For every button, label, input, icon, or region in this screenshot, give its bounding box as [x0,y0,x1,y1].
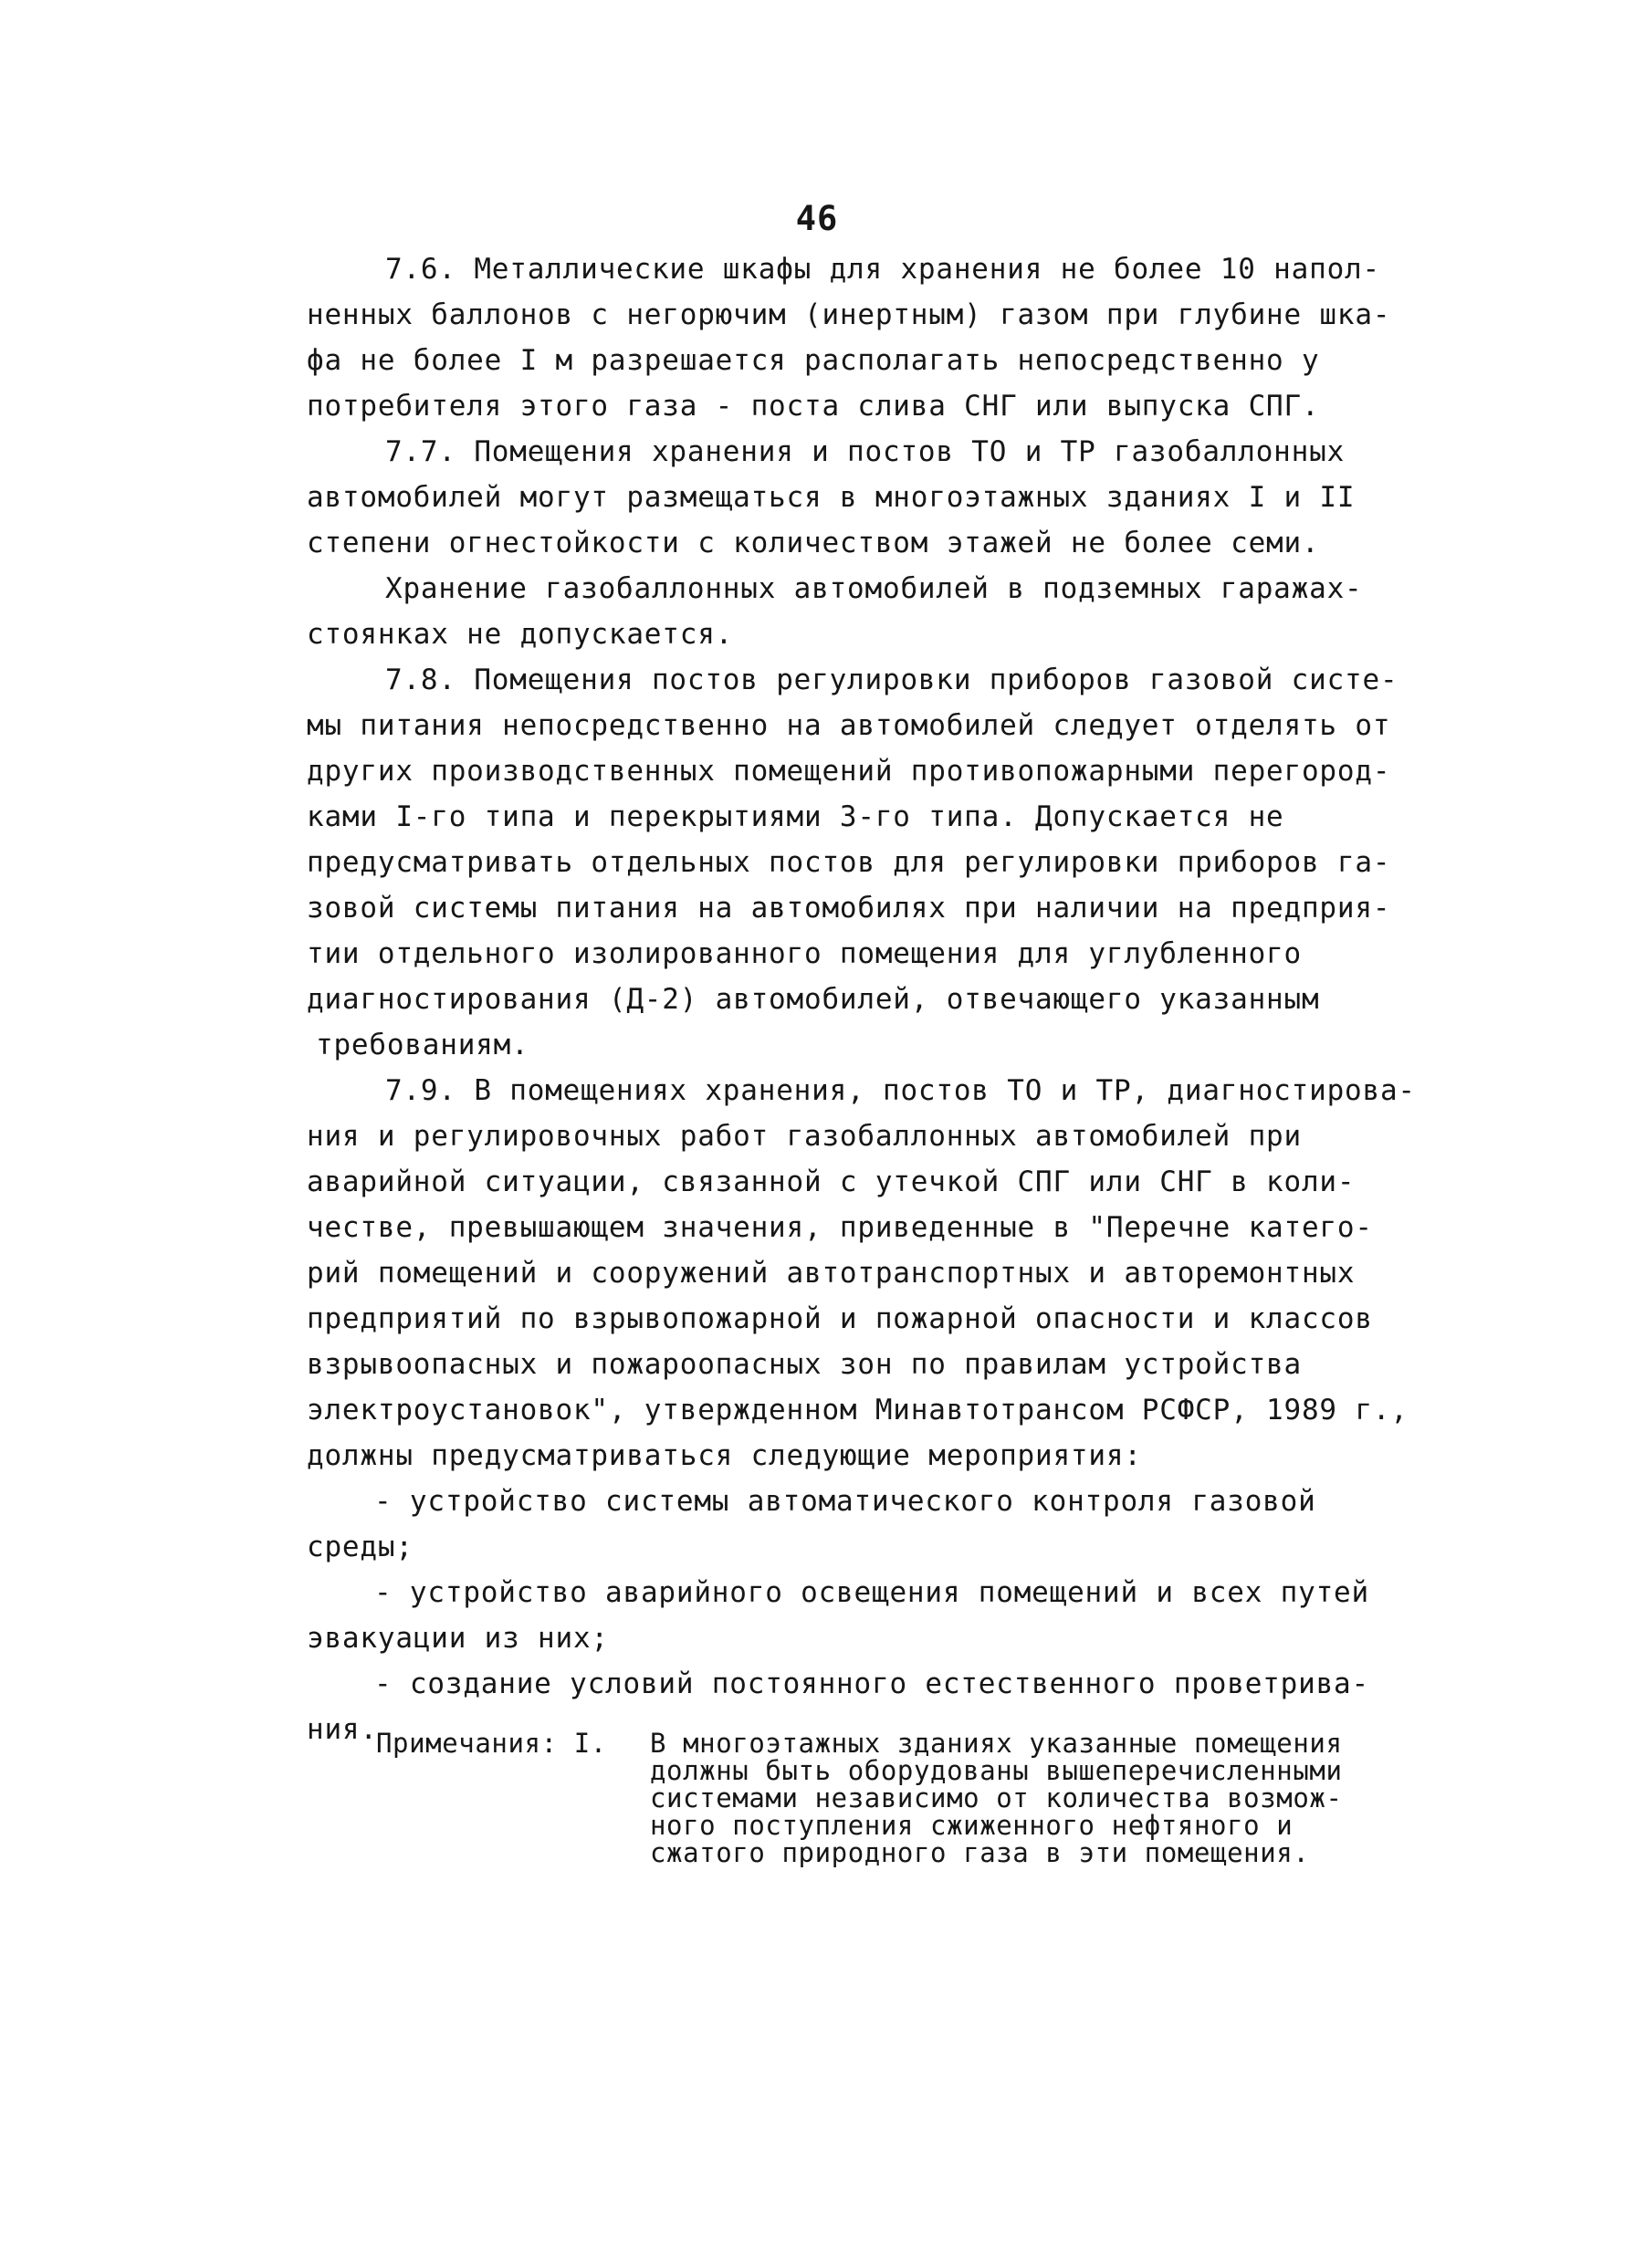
text-line: аварийной ситуации, связанной с утечкой СПГ или СНГ в коли- [307,1165,1356,1198]
text-line: ненных баллонов с негорючим (инертным) газом при глубине шка- [307,298,1391,331]
text-line: фа не более I м разрешается располагать непосредственно у [307,344,1320,377]
text-line: - устройство системы автоматического контроля газовой [374,1485,1316,1518]
note-line: ного поступления сжиженного нефтяного и [650,1810,1294,1841]
text-line: 7.7. Помещения хранения и постов ТО и ТР газобаллонных [385,435,1346,468]
text-line: зовой системы питания на автомобилях при наличии на предприя- [307,892,1391,925]
text-line: 7.8. Помещения постов регулировки приборов газовой систе- [385,664,1398,696]
text-line: ния и регулировочных работ газобаллонных автомобилей при [307,1120,1302,1153]
text-line: эвакуации из них; [307,1622,609,1655]
text-line: ками I-го типа и перекрытиями 3-го типа. Допускается не [307,800,1284,833]
text-line: должны предусматриваться следующие мероприятия: [307,1439,1142,1472]
text-line: честве, превышающем значения, приведенные в "Перечне катего- [307,1211,1373,1244]
text-line: потребителя этого газа - поста слива СНГ или выпуска СПГ. [307,390,1320,423]
text-line: рий помещений и сооружений автотранспортных и авторемонтных [307,1257,1356,1290]
paragraph-7-7 [307,429,1448,566]
text-line: стоянках не допускается. [307,618,734,651]
notes-text [650,1730,1343,1866]
note-line: должны быть оборудованы вышеперечисленными [650,1755,1343,1786]
measures-list [307,1479,1448,1752]
text-line: среды; [307,1531,414,1563]
text-line: предусматривать отдельных постов для регулировки приборов га- [307,846,1391,879]
paragraph-7-8 [307,657,1448,1068]
text-line: тии отдельного изолированного помещения для углубленного [307,937,1302,970]
notes-label: Примечания: I. [376,1728,607,1759]
text-line: требованиям. [316,1029,529,1061]
text-line: автомобилей могут размещаться в многоэтажных зданиях I и II [307,481,1356,514]
text-line: 7.6. Металлические шкафы для хранения не более 10 напол- [385,253,1380,286]
note-line: системами независимо от количества возмож- [650,1782,1343,1813]
note-line: В многоэтажных зданиях указанные помещения [650,1728,1343,1759]
text-line: мы питания непосредственно на автомобилей следует отделять от [307,709,1391,742]
text-line: других производственных помещений противопожарными перегород- [307,755,1391,788]
list-item [307,1570,1448,1661]
text-line: Хранение газобаллонных автомобилей в подземных гаражах- [385,572,1363,605]
text-line: 7.9. В помещениях хранения, постов ТО и ТР, диагностирова- [385,1074,1416,1107]
text-line: предприятий по взрывопожарной и пожарной опасности и классов [307,1302,1373,1335]
body-text [307,246,1448,1752]
paragraph-7-9 [307,1068,1448,1479]
text-line: взрывоопасных и пожароопасных зон по правилам устройства [307,1348,1302,1381]
paragraph-7-6 [307,246,1448,429]
text-line: степени огнестойкости с количеством этажей не более семи. [307,527,1320,559]
paragraph-7-7-storage [307,566,1448,657]
text-line: - создание условий постоянного естественного проветрива- [374,1667,1369,1700]
note-line: сжатого природного газа в эти помещения. [650,1837,1310,1868]
text-line: диагностирования (Д-2) автомобилей, отвечающего указанным [307,983,1320,1016]
list-item [307,1479,1448,1570]
text-line: электроустановок", утвержденном Минавтотрансом РСФСР, 1989 г., [307,1394,1409,1427]
page-number: 46 [795,199,839,238]
text-line: - устройство аварийного освещения помещений и всех путей [374,1576,1369,1609]
text-line: ния. [307,1713,378,1746]
